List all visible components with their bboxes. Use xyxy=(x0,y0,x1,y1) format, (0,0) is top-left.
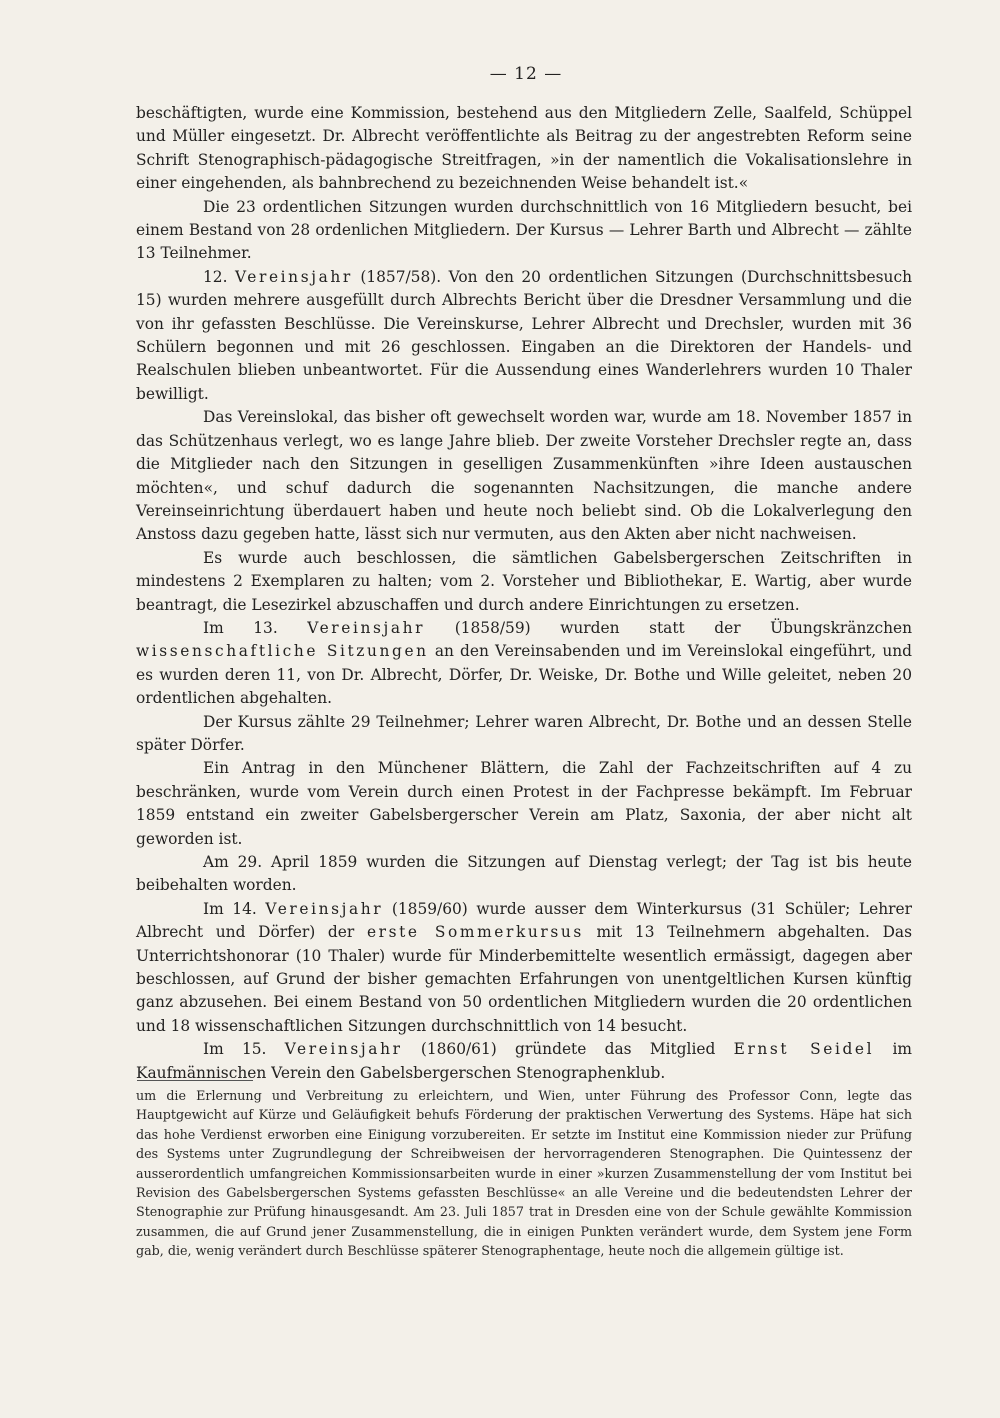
spaced-term: Ernst Seidel xyxy=(733,1040,875,1059)
paragraph-10 xyxy=(136,898,912,1038)
paragraph-text: mit 13 Teilnehmern abgehalten. Das Unterrichtshonorar (10 Thaler) wurde für Minderbemittelte wesentlich ermässigt, dagegen aber beschlossen, auf Grund der bisher gemachten Erfahrungen von unentgeltlichen Kursen künftig ganz abzusehen. Bei einem Bestand von 50 ordentlichen Mitgliedern wurden die 20 ordentlichen und 18 wissenschaftlichen Sitzungen durchschnittlich von 14 besucht. xyxy=(136,923,912,1035)
spaced-term: Vereinsjahr xyxy=(234,267,353,286)
footnote: um die Erlernung und Verbreitung zu erleichtern, und Wien, unter Führung des Professor Conn, legte das Hauptgewicht auf Kürze und Geläufigkeit behufs Förderung der praktischen Verwertung des Systems. Häpe hat sich das hohe Verdienst erworben eine Einigung vorzubereiten. Er setzte im Institut eine Kommission nieder zur Prüfung des Systems unter Zugrundlegung der Schreibweisen der hervorragenderen Stenographen. Die Quintessenz der ausserordentlich umfangreichen Kommissionsarbeiten wurde in einer »kurzen Zusammenstellung der vom Institut bei Revision des Gabelsbergerschen Systems gefassten Beschlüsse« an alle Vereine und die bedeutendsten Lehrer der Stenographie zur Prüfung hinausgesandt. Am 23. Juli 1857 trat in Dresden eine von der Schule gewählte Kommission zusammen, die auf Grund jener Zusammenstellung, die in einigen Punkten verändert wurde, dem System jene Form gab, die, wenig verändert durch Beschlüsse späterer Stenographentage, heute noch die allgemein gültige ist. xyxy=(136,1088,912,1259)
paragraph-text: (1859/60) wurde ausser dem Winterkursus (31 Schüler; Lehrer Albrecht und Dörfer) der xyxy=(136,899,912,942)
spaced-term: erste Sommerkursus xyxy=(366,923,584,942)
paragraph-1: beschäftigten, wurde eine Kommission, bestehend aus den Mitgliedern Zelle, Saalfeld, Schüppel und Müller eingesetzt. Dr. Albrecht veröffentlichte als Beitrag zu der angestrebten Reform seine Schrift Stenographisch-pädagogische Streitfragen, »in der namentlich die Vokalisationslehre in einer eingehenden, als bahnbrechend zu bezeichnenden Weise behandelt ist.« xyxy=(136,104,912,193)
paragraph-3 xyxy=(136,266,912,406)
paragraph-text: (1857/58). Von den 20 ordentlichen Sitzungen (Durchschnittsbesuch 15) wurden mehrere ausgefüllt durch Albrechts Bericht über die Dresdner Versammlung und die von ihr gefassten Beschlüsse. Die Vereinskurse, Lehrer Albrecht und Drechsler, wurden mit 36 Schülern begonnen und mit 26 geschlossen. Eingaben an die Direktoren der Handels- und Realschulen blieben unbeantwortet. Für die Aussendung eines Wanderlehrers wurden 10 Thaler bewilligt. xyxy=(136,267,912,403)
paragraph-9: Am 29. April 1859 wurden die Sitzungen auf Dienstag verlegt; der Tag ist bis heute beibehalten worden. xyxy=(136,853,912,895)
paragraph-text: an den Vereinsabenden und im Vereinslokal eingeführt, und es wurden deren 11, von Dr. Albrecht, Dörfer, Dr. Weiske, Dr. Bothe und Wille geleitet, neben 20 ordentlichen abgehalten. xyxy=(136,642,912,708)
spaced-term: Vereinsjahr xyxy=(284,1040,403,1059)
spaced-term: Vereinsjahr xyxy=(307,618,426,637)
spaced-term: wissenschaftliche Sitzungen xyxy=(136,642,429,661)
paragraph-text: (1858/59) wurden statt der Übungskränzchen xyxy=(454,618,912,637)
paragraph-text: im Kaufmännischen Verein den Gabelsbergerschen Stenographenklub. xyxy=(136,1040,912,1082)
year-number: 12. xyxy=(203,267,228,286)
spaced-term: Vereinsjahr xyxy=(265,899,384,918)
paragraph-text: (1860/61) gründete das Mitglied xyxy=(420,1040,716,1059)
paragraph-2: Die 23 ordentlichen Sitzungen wurden durchschnittlich von 16 Mitgliedern besucht, bei einem Bestand von 28 ordenlichen Mitgliedern. Der Kursus — Lehrer Barth und Albrecht — zählte 13 Teilnehmer. xyxy=(136,197,912,263)
paragraph-4: Das Vereinslokal, das bisher oft gewechselt worden war, wurde am 18. November 1857 in das Schützenhaus verlegt, wo es lange Jahre blieb. Der zweite Vorsteher Drechsler regte an, dass die Mitglieder nach den Sitzungen in geselligen Zusammenkünften »ihre Ideen austauschen möchten«, und schuf dadurch die sogenannten Nachsitzungen, die manche andere Vereinseinrichtung überdauert haben und heute noch beliebt sind. Ob die Lokalverlegung den Anstoss dazu gegeben hatte, lässt sich nur vermuten, aus den Akten aber nicht nachweisen. xyxy=(136,408,912,544)
paragraph-6 xyxy=(136,617,912,711)
paragraph-8: Ein Antrag in den Münchener Blättern, die Zahl der Fachzeitschriften auf 4 zu beschränken, wurde vom Verein durch einen Protest in der Fachpresse bekämpft. Im Februar 1859 entstand ein zweiter Gabelsbergerscher Verein am Platz, Saxonia, der aber nicht alt geworden ist. xyxy=(136,759,912,848)
paragraph-5: Es wurde auch beschlossen, die sämtlichen Gabelsbergerschen Zeitschriften in mindestens 2 Exemplaren zu halten; vom 2. Vorsteher und Bibliothekar, E. Wartig, aber wurde beantragt, die Lesezirkel abzuschaffen und durch andere Einrichtungen zu ersetzen. xyxy=(136,548,912,614)
page-number: — 12 — xyxy=(489,64,563,84)
paragraph-11 xyxy=(136,1038,912,1085)
year-number: Im 13. xyxy=(203,618,278,637)
main-text xyxy=(136,102,912,1085)
footnote-divider xyxy=(137,1080,253,1081)
year-number: Im 14. xyxy=(203,899,257,918)
paragraph-7: Der Kursus zählte 29 Teilnehmer; Lehrer waren Albrecht, Dr. Bothe und an dessen Stelle später Dörfer. xyxy=(136,712,912,754)
year-number: Im 15. xyxy=(203,1040,267,1059)
